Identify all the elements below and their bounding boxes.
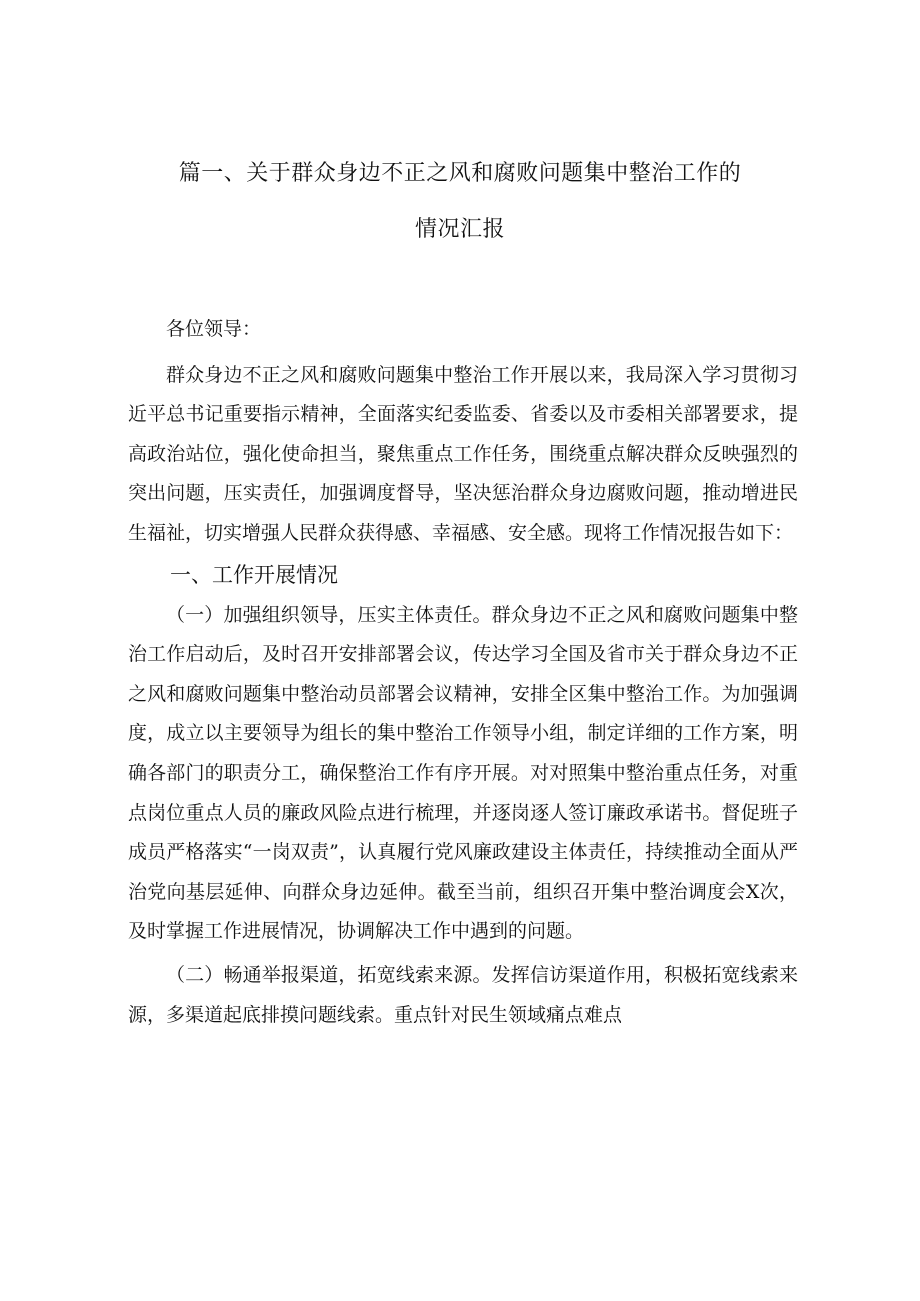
section-1-paragraph-2: （二）畅通举报渠道，拓宽线索来源。发挥信访渠道作用，积极拓宽线索来源，多渠道起底排摸问题线索。重点针对民生领域痛点难点 (128, 963, 798, 1026)
section-1-paragraph-1: （一）加强组织领导，压实主体责任。群众身边不正之风和腐败问题集中整治工作启动后，及时召开安排部署会议，传达学习全国及省市关于群众身边不正之风和腐败问题集中整治动员部署会议精神，安排全区集中整治工作。为加强调度，成立以主要领导为组长的集中整治工作领导小组，制定详细的工作方案，明确各部门的职责分工，确保整治工作有序开展。对对照集中整治重点任务，对重点岗位重点人员的廉政风险点进行梳理，并逐岗逐人签订廉政承诺书。督促班子成员严格落实“一岗双责”，认真履行党风廉政建设主体责任，持续推动全面从严治党向基层延伸、向群众身边延伸。截至当前，组织召开集中整治调度会X次，及时掌握工作进展情况，协调解决工作中遇到的问题。 (128, 603, 798, 943)
document-body (128, 310, 798, 1035)
document-title-line-1: 篇一、关于群众身边不正之风和腐败问题集中整治工作的 (178, 161, 742, 186)
intro-paragraph: 群众身边不正之风和腐败问题集中整治工作开展以来，我局深入学习贯彻习近平总书记重要指示精神，全面落实纪委监委、省委以及市委相关部署要求，提高政治站位，强化使命担当，聚焦重点工作任务，围绕重点解决群众反映强烈的突出问题，压实责任，加强调度督导，坚决惩治群众身边腐败问题，推动增进民生福祉，切实增强人民群众获得感、幸福感、安全感。现将工作情况报告如下： (128, 363, 798, 544)
section-heading-1: 一、工作开展情况 (170, 562, 338, 587)
salutation: 各位领导： (166, 318, 262, 340)
document-title-line-2: 情况汇报 (414, 217, 505, 242)
